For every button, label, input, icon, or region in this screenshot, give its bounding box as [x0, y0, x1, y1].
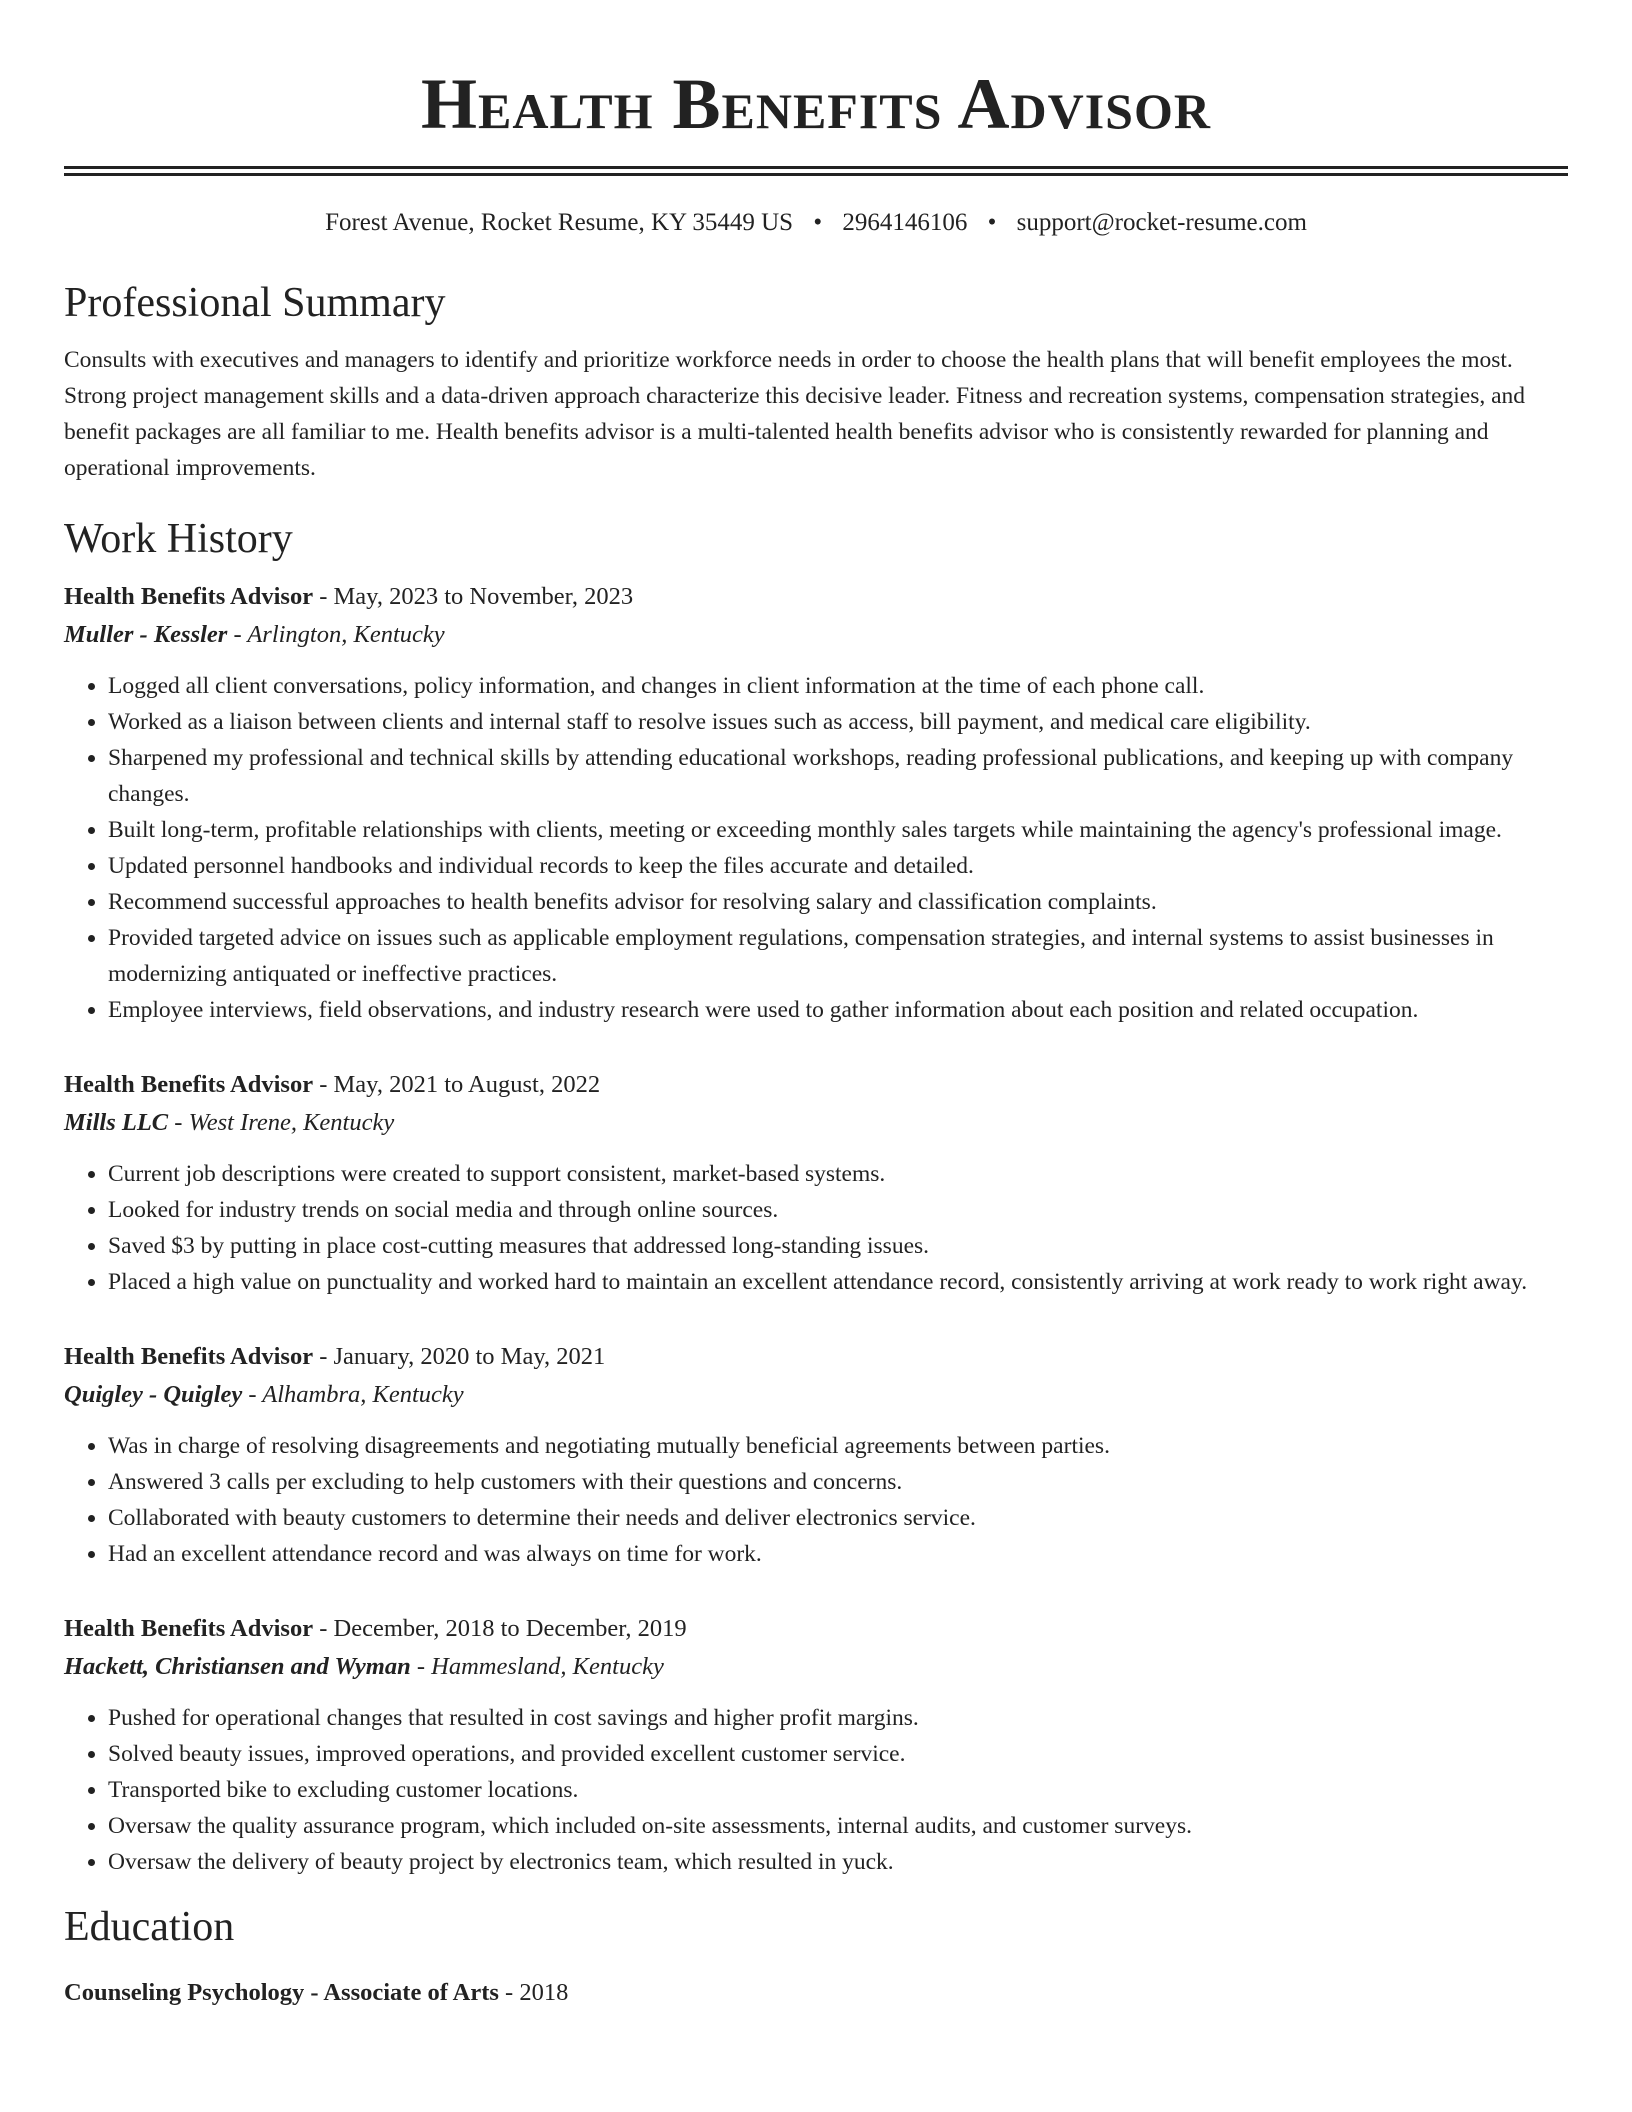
contact-line	[64, 208, 1568, 238]
job-bullet: • Saved $3 by putting in place cost-cutting measures that addressed long-standing issues.	[108, 1228, 1568, 1264]
job-bullet: • Recommend successful approaches to health benefits advisor for resolving salary and classification complaints.	[108, 884, 1568, 920]
job-bullet-list	[64, 1428, 1568, 1572]
job-company: Hackett, Christiansen and Wyman	[64, 1653, 411, 1680]
summary-text: Consults with executives and managers to identify and prioritize workforce needs in order to choose the health plans that will benefit employees the most. Strong project management skills and a data-driven approach characterize this decisive leader. Fitness and recreation systems, compensation strategies, and benefit packages are all familiar to me. Health benefits advisor is a multi-talented health benefits advisor who is consistently rewarded for planning and operational improvements.	[64, 347, 1526, 481]
job-bullet-list	[64, 668, 1568, 1028]
job-bullet: • Answered 3 calls per excluding to help customers with their questions and concerns.	[108, 1464, 1568, 1500]
dash: -	[242, 1381, 263, 1408]
job-location: Arlington, Kentucky	[247, 621, 445, 648]
dash: -	[168, 1109, 189, 1136]
dash: -	[313, 1071, 334, 1098]
education-degree: Associate of Arts	[323, 1979, 499, 2006]
job-organization	[64, 616, 1568, 654]
job-bullet: • Sharpened my professional and technical skills by attending educational workshops, reading professional publications, and keeping up with company changes.	[108, 740, 1568, 812]
summary-heading: Professional Summary	[64, 280, 446, 326]
job-bullet: • Was in charge of resolving disagreements and negotiating mutually beneficial agreements between parties.	[108, 1428, 1568, 1464]
job-bullet: • Updated personnel handbooks and individual records to keep the files accurate and detailed.	[108, 848, 1568, 884]
job-bullet: • Placed a high value on punctuality and worked hard to maintain an excellent attendance record, consistently arriving at work ready to work right away.	[108, 1264, 1568, 1300]
education-list	[64, 1974, 1568, 2012]
work-history-list	[64, 578, 1568, 1880]
dash: -	[313, 1615, 334, 1642]
dash: -	[313, 583, 334, 610]
job-entry	[64, 1338, 1568, 1572]
job-dates: May, 2023 to November, 2023	[333, 583, 634, 610]
job-bullet: • Collaborated with beauty customers to determine their needs and deliver electronics service.	[108, 1500, 1568, 1536]
contact-separator: •	[813, 209, 823, 236]
job-header	[64, 1338, 1568, 1376]
job-role: Health Benefits Advisor	[64, 1615, 314, 1642]
job-bullet-list	[64, 1156, 1568, 1300]
job-bullet: • Oversaw the quality assurance program, which included on-site assessments, internal audits, and customer surveys.	[108, 1808, 1568, 1844]
dash: -	[313, 1343, 334, 1370]
job-entry	[64, 578, 1568, 1028]
job-header	[64, 1066, 1568, 1104]
job-bullet: • Looked for industry trends on social media and through online sources.	[108, 1192, 1568, 1228]
job-bullet-list	[64, 1700, 1568, 1880]
education-year: 2018	[519, 1979, 569, 2006]
job-role: Health Benefits Advisor	[64, 1071, 314, 1098]
job-company: Mills LLC	[64, 1109, 169, 1136]
job-entry	[64, 1610, 1568, 1880]
education-entry	[64, 1974, 1568, 2012]
header-double-rule	[64, 166, 1568, 176]
job-bullet: • Solved beauty issues, improved operations, and provided excellent customer service.	[108, 1736, 1568, 1772]
job-dates: May, 2021 to August, 2022	[333, 1071, 601, 1098]
job-location: Alhambra, Kentucky	[262, 1381, 464, 1408]
job-bullet: • Transported bike to excluding customer locations.	[108, 1772, 1568, 1808]
education-field: Counseling Psychology	[64, 1979, 305, 2006]
job-role: Health Benefits Advisor	[64, 1343, 314, 1370]
job-organization	[64, 1648, 1568, 1686]
job-bullet: • Worked as a liaison between clients and internal staff to resolve issues such as access, bill payment, and medical care eligibility.	[108, 704, 1568, 740]
job-dates: December, 2018 to December, 2019	[333, 1615, 687, 1642]
dash: -	[498, 1979, 520, 2006]
work-history-heading: Work History	[64, 516, 293, 562]
dash: -	[410, 1653, 432, 1680]
job-bullet: • Provided targeted advice on issues such as applicable employment regulations, compensation strategies, and internal systems to assist businesses in modernizing antiquated or ineffective practices.	[108, 920, 1568, 992]
contact-phone: 2964146106	[842, 209, 968, 236]
job-bullet: • Oversaw the delivery of beauty project by electronics team, which resulted in yuck.	[108, 1844, 1568, 1880]
job-location: West Irene, Kentucky	[188, 1109, 395, 1136]
job-organization	[64, 1104, 1568, 1142]
resume-name: Health Benefits Advisor	[421, 64, 1211, 144]
resume-page	[64, 0, 1568, 2012]
job-header	[64, 1610, 1568, 1648]
job-header	[64, 578, 1568, 616]
job-company: Quigley - Quigley	[64, 1381, 243, 1408]
contact-email: support@rocket-resume.com	[1016, 209, 1307, 236]
contact-separator: •	[987, 209, 997, 236]
job-bullet: • Current job descriptions were created to support consistent, market-based systems.	[108, 1156, 1568, 1192]
job-bullet: • Had an excellent attendance record and was always on time for work.	[108, 1536, 1568, 1572]
job-role: Health Benefits Advisor	[64, 583, 314, 610]
job-location: Hammesland, Kentucky	[431, 1653, 664, 1680]
job-bullet: • Employee interviews, field observations, and industry research were used to gather information about each position and related occupation.	[108, 992, 1568, 1028]
job-entry	[64, 1066, 1568, 1300]
job-bullet: • Pushed for operational changes that resulted in cost savings and higher profit margins.	[108, 1700, 1568, 1736]
job-organization	[64, 1376, 1568, 1414]
job-bullet: • Built long-term, profitable relationships with clients, meeting or exceeding monthly sales targets while maintaining the agency's professional image.	[108, 812, 1568, 848]
job-bullet: • Logged all client conversations, policy information, and changes in client information at the time of each phone call.	[108, 668, 1568, 704]
education-title	[64, 1979, 499, 2006]
education-heading: Education	[64, 1904, 235, 1950]
contact-address: Forest Avenue, Rocket Resume, KY 35449 US	[325, 209, 794, 236]
dash: -	[227, 621, 248, 648]
job-company: Muller - Kessler	[64, 621, 228, 648]
dash: -	[304, 1979, 324, 2006]
job-dates: January, 2020 to May, 2021	[333, 1343, 606, 1370]
